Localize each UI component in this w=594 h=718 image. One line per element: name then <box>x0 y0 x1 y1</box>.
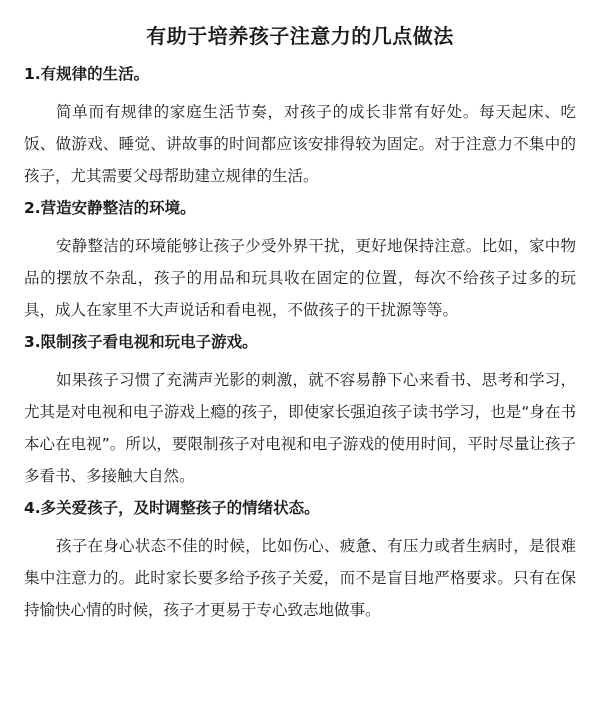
section-heading: 1.有规律的生活。 <box>24 65 150 83</box>
section-paragraph: 安静整洁的环境能够让孩子少受外界干扰，更好地保持注意。比如，家中物品的摆放不杂乱，孩子的用品和玩具收在固定的位置，每次不给孩子过多的玩具，成人在家里不大声说话和看电视，不做孩子的干扰源等等。 <box>24 237 576 319</box>
section-paragraph: 孩子在身心状态不佳的时候，比如伤心、疲惫、有压力或者生病时，是很难集中注意力的。此时家长要多给予孩子关爱，而不是盲目地严格要求。只有在保持愉快心情的时候，孩子才更易于专心致志地做事。 <box>24 537 576 619</box>
section-heading: 4.多关爱孩子，及时调整孩子的情绪状态。 <box>24 499 320 517</box>
article-title: 有助于培养孩子注意力的几点做法 <box>146 24 454 48</box>
section-heading: 2.营造安静整洁的环境。 <box>24 199 196 217</box>
section-4 <box>24 497 576 626</box>
section-2 <box>24 197 576 326</box>
section-paragraph: 如果孩子习惯了充满声光影的刺激，就不容易静下心来看书、思考和学习，尤其是对电视和电子游戏上瘾的孩子，即使家长强迫孩子读书学习，也是“身在书本心在电视”。所以，要限制孩子对电视和电子游戏的使用时间，平时尽量让孩子多看书、多接触大自然。 <box>24 371 576 485</box>
section-3 <box>24 331 576 492</box>
section-1 <box>24 63 576 192</box>
section-heading: 3.限制孩子看电视和玩电子游戏。 <box>24 333 258 351</box>
section-paragraph: 简单而有规律的家庭生活节奏，对孩子的成长非常有好处。每天起床、吃饭、做游戏、睡觉、讲故事的时间都应该安排得较为固定。对于注意力不集中的孩子，尤其需要父母帮助建立规律的生活。 <box>24 103 576 185</box>
